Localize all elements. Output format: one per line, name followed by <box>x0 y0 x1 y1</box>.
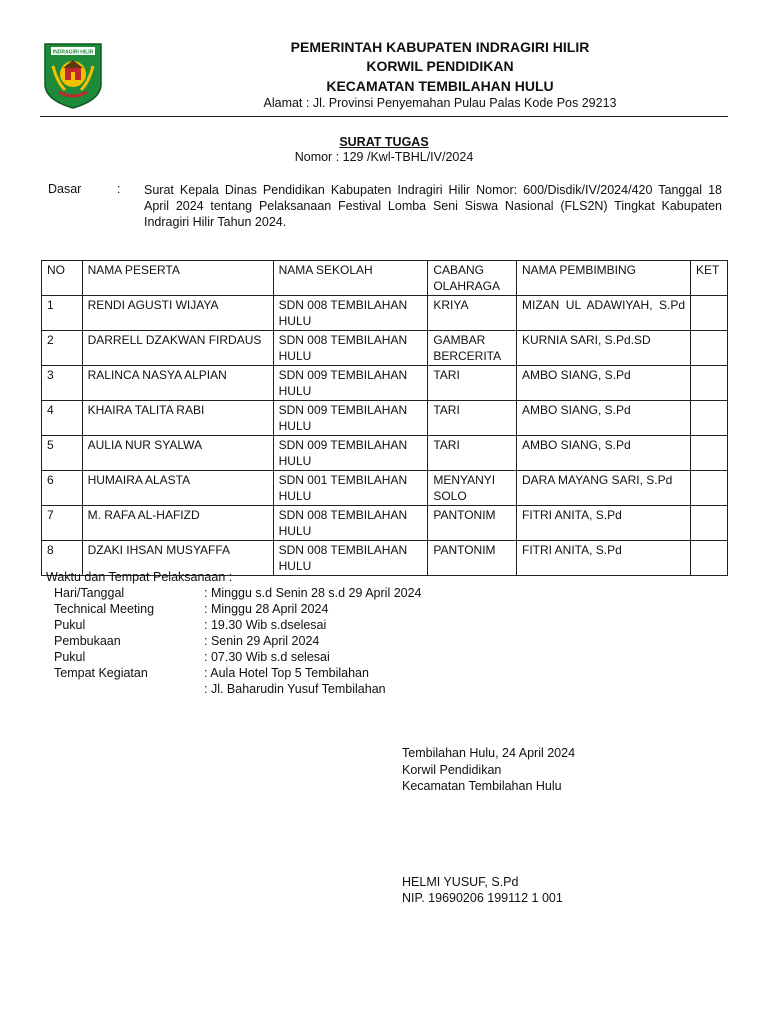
table-row <box>42 296 728 331</box>
cell-ket <box>691 471 728 506</box>
signature-office-1: Korwil Pendidikan <box>402 763 502 777</box>
document-number <box>0 150 768 164</box>
cell-nama: DARRELL DZAKWAN FIRDAUS <box>82 331 273 366</box>
header-government: PEMERINTAH KABUPATEN INDRAGIRI HILIR <box>290 39 590 55</box>
nomor-label: Nomor : <box>294 150 340 164</box>
cell-nama: AULIA NUR SYALWA <box>82 436 273 471</box>
cell-cabang: GAMBAR BERCERITA <box>428 331 517 366</box>
cell-pembimbing: FITRI ANITA, S.Pd <box>516 541 690 576</box>
cell-cabang: TARI <box>428 366 517 401</box>
table-row <box>42 366 728 401</box>
cell-cabang: PANTONIM <box>428 541 517 576</box>
signature-name: HELMI YUSUF, S.Pd <box>402 875 519 889</box>
cell-nama: M. RAFA AL-HAFIZD <box>82 506 273 541</box>
cell-nama: KHAIRA TALITA RABI <box>82 401 273 436</box>
cell-ket <box>691 541 728 576</box>
header-ket: KET <box>691 261 728 296</box>
cell-no: 2 <box>42 331 83 366</box>
cell-no: 6 <box>42 471 83 506</box>
table-row <box>42 401 728 436</box>
cell-pembimbing: KURNIA SARI, S.Pd.SD <box>516 331 690 366</box>
schedule-key: Pembukaan <box>54 634 121 648</box>
cell-cabang: KRIYA <box>428 296 517 331</box>
signature-office-2: Kecamatan Tembilahan Hulu <box>402 779 562 793</box>
schedule-key: Pukul <box>54 650 86 664</box>
cell-ket <box>691 331 728 366</box>
header-cabang: CABANG OLAHRAGA <box>428 261 517 296</box>
dasar-text: Surat Kepala Dinas Pendidikan Kabupaten Indragiri Hilir Nomor: 600/Disdik/IV/2024/420 Tanggal 18 April 2024 tentang Pelaksanaan Festival Lomba Seni Siswa Nasional (FLS2N) Tingkat Kabupaten Indragiri Hilir Tahun 2024. <box>144 183 722 229</box>
schedule-title: Waktu dan Tempat Pelaksanaan : <box>46 570 233 584</box>
signature-place-date: Tembilahan Hulu, 24 April 2024 <box>402 746 576 760</box>
cell-ket <box>691 296 728 331</box>
cell-sekolah: SDN 009 TEMBILAHAN HULU <box>273 366 428 401</box>
cell-pembimbing: FITRI ANITA, S.Pd <box>516 506 690 541</box>
schedule-key: Hari/Tanggal <box>54 586 125 600</box>
header-kecamatan: KECAMATAN TEMBILAHAN HULU <box>326 78 554 94</box>
cell-sekolah: SDN 008 TEMBILAHAN HULU <box>273 331 428 366</box>
cell-no: 1 <box>42 296 83 331</box>
cell-sekolah: SDN 009 TEMBILAHAN HULU <box>273 436 428 471</box>
header-nama-peserta: NAMA PESERTA <box>82 261 273 296</box>
cell-no: 3 <box>42 366 83 401</box>
header-pembimbing: NAMA PEMBIMBING <box>516 261 690 296</box>
schedule-value: : 07.30 Wib s.d selesai <box>204 650 330 664</box>
table-row <box>42 331 728 366</box>
cell-ket <box>691 506 728 541</box>
schedule-key: Technical Meeting <box>54 602 155 616</box>
cell-sekolah: SDN 001 TEMBILAHAN HULU <box>273 471 428 506</box>
cell-nama: RENDI AGUSTI WIJAYA <box>82 296 273 331</box>
participants-table <box>41 260 728 576</box>
cell-sekolah: SDN 008 TEMBILAHAN HULU <box>273 506 428 541</box>
header-nama-sekolah: NAMA SEKOLAH <box>273 261 428 296</box>
table-row <box>42 471 728 506</box>
cell-nama: DZAKI IHSAN MUSYAFFA <box>82 541 273 576</box>
document-title: SURAT TUGAS <box>339 135 429 149</box>
cell-ket <box>691 436 728 471</box>
schedule-value: : Senin 29 April 2024 <box>204 634 320 648</box>
table-row <box>42 506 728 541</box>
cell-cabang: TARI <box>428 401 517 436</box>
header-no: NO <box>42 261 83 296</box>
dasar-label: Dasar <box>48 182 82 196</box>
schedule-key: Tempat Kegiatan <box>54 666 148 680</box>
schedule-value: : Minggu s.d Senin 28 s.d 29 April 2024 <box>204 586 422 600</box>
cell-nama: RALINCA NASYA ALPIAN <box>82 366 273 401</box>
schedule-value: : Aula Hotel Top 5 Tembilahan <box>204 666 369 680</box>
cell-pembimbing: AMBO SIANG, S.Pd <box>516 401 690 436</box>
cell-pembimbing: DARA MAYANG SARI, S.Pd <box>516 471 690 506</box>
cell-cabang: TARI <box>428 436 517 471</box>
cell-sekolah: SDN 008 TEMBILAHAN HULU <box>273 541 428 576</box>
regency-logo <box>43 38 103 110</box>
cell-pembimbing: AMBO SIANG, S.Pd <box>516 436 690 471</box>
cell-no: 8 <box>42 541 83 576</box>
cell-sekolah: SDN 009 TEMBILAHAN HULU <box>273 401 428 436</box>
table-header-row <box>42 261 728 296</box>
cell-sekolah: SDN 008 TEMBILAHAN HULU <box>273 296 428 331</box>
header-korwil: KORWIL PENDIDIKAN <box>366 58 514 74</box>
cell-no: 4 <box>42 401 83 436</box>
schedule-value: : Jl. Baharudin Yusuf Tembilahan <box>204 682 386 696</box>
schedule-value: : 19.30 Wib s.dselesai <box>204 618 327 632</box>
header-address: Alamat : Jl. Provinsi Penyemahan Pulau Palas Kode Pos 29213 <box>263 96 617 110</box>
cell-ket <box>691 401 728 436</box>
cell-no: 5 <box>42 436 83 471</box>
cell-ket <box>691 366 728 401</box>
nomor-value: 129 /Kwl-TBHL/IV/2024 <box>342 150 474 164</box>
logo-text: INDRAGIRI HILIR <box>52 49 94 56</box>
schedule-key: Pukul <box>54 618 86 632</box>
schedule-value: : Minggu 28 April 2024 <box>204 602 329 616</box>
cell-pembimbing: MIZAN UL ADAWIYAH, S.Pd <box>516 296 690 331</box>
table-row <box>42 436 728 471</box>
cell-pembimbing: AMBO SIANG, S.Pd <box>516 366 690 401</box>
cell-nama: HUMAIRA ALASTA <box>82 471 273 506</box>
cell-cabang: PANTONIM <box>428 506 517 541</box>
signature-nip: NIP. 19690206 199112 1 001 <box>402 891 563 905</box>
dasar-colon: : <box>117 182 121 196</box>
cell-cabang: MENYANYI SOLO <box>428 471 517 506</box>
header-divider <box>40 116 728 117</box>
cell-no: 7 <box>42 506 83 541</box>
